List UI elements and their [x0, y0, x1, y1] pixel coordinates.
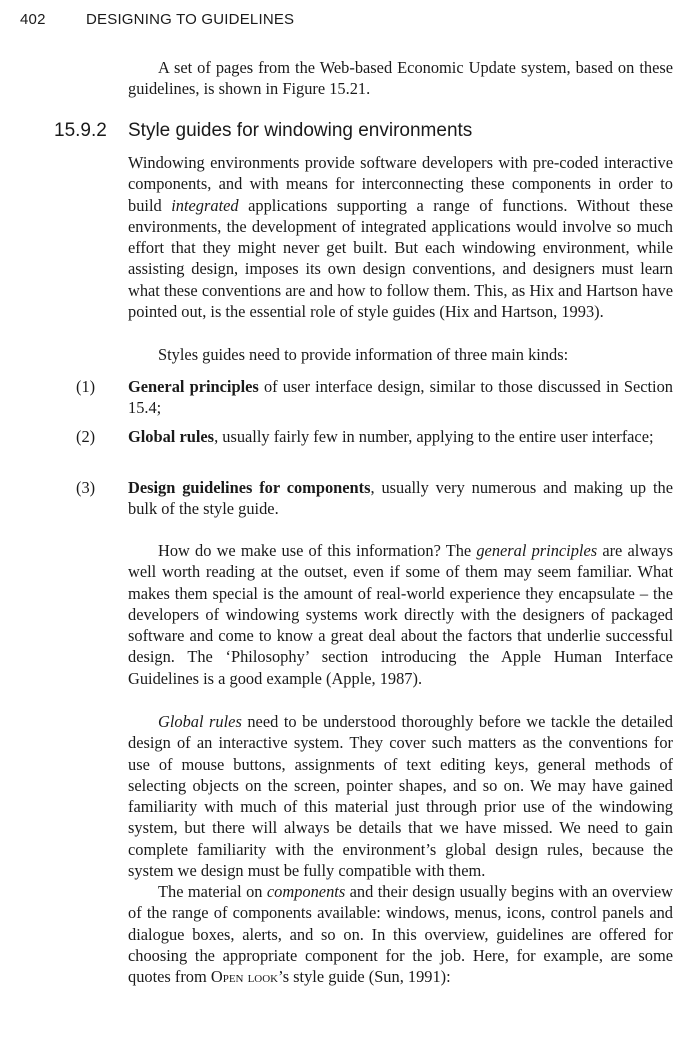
list-term: Global rules [128, 427, 215, 446]
list-marker: (3) [76, 478, 96, 497]
list-item-3: (3) Design guidelines for components, usually very numerous and making up the bulk of the style guide. [76, 478, 673, 519]
paragraph-global-rules: Global rules need to be understood thoroughly before we tackle the detailed design of an interactive system. They cover such matters as the conventions for use of mouse buttons, assignments of text editing keys, general methods of selecting objects on the screen, pointer shapes, and so on. We may have gained familiarity with much of this material just through prior use of the windowing system, but there will always be details that we have missed. We need to gain complete familiarity with the environment’s global design rules, because the system we design must be fully compatible with them. [128, 712, 673, 881]
intro-paragraph: A set of pages from the Web-based Economic Update system, based on these guidelines, is shown in Figure 15.21. [128, 58, 673, 99]
emphasis-global-rules: Global rules [158, 712, 242, 731]
running-title: DESIGNING TO GUIDELINES [86, 11, 295, 28]
open-look-name: Open look [210, 967, 279, 987]
section-number: 15.9.2 [54, 120, 107, 141]
list-term: Design guidelines for components [128, 478, 371, 497]
page-number: 402 [20, 11, 46, 28]
paragraph-components: The material on components and their design usually begins with an overview of the range of components available: windows, menus, icons, control panels and dialogue boxes, alerts, and so on. In this overview, guidelines are offered for choosing the appropriate component for the job. Here, for example, are some quotes from Open look’s style guide (Sun, 1991): [128, 882, 673, 987]
running-header [20, 11, 294, 28]
emphasis-integrated: integrated [171, 195, 239, 215]
emphasis-general-principles: general principles [476, 541, 598, 560]
paragraph-three-kinds: Styles guides need to provide information of three main kinds: [158, 345, 569, 364]
list-marker: (2) [76, 427, 96, 446]
list-term: General principles [128, 377, 259, 396]
paragraph-windowing-environments: Windowing environments provide software developers with pre-coded interactive components, and with means for interconnecting these components in order to build integrated applications supporting a range of functions. Without these environments, the development of integrated applications would involve so much effort that they might never get built. But each windowing environment, while assisting design, imposes its own design conventions, and designers must learn what these conventions are and how to follow them. This, as Hix and Hartson have pointed out, is the essential role of style guides (Hix and Hartson, 1993). [128, 153, 674, 322]
list-item-1: (1) General principles of user interface design, similar to those discussed in Section 15.4; [76, 377, 673, 418]
section-title: Style guides for windowing environments [128, 120, 473, 141]
list-marker: (1) [76, 377, 96, 396]
emphasis-components: components [266, 882, 346, 901]
list-item-2: (2) Global rules, usually fairly few in number, applying to the entire user interface; [76, 427, 654, 446]
section-heading [54, 120, 472, 142]
paragraph-general-principles: How do we make use of this information? The general principles are always well worth reading at the outset, even if some of them may seem familiar. What makes them special is the amount of real-world experience they encapsulate – the developers of windowing systems work directly with the designers of packaged software and come to know a great deal about the factors that underlie successful design. The ‘Philosophy’ section introducing the Apple Human Interface Guidelines is a good example (Apple, 1987). [128, 541, 674, 688]
